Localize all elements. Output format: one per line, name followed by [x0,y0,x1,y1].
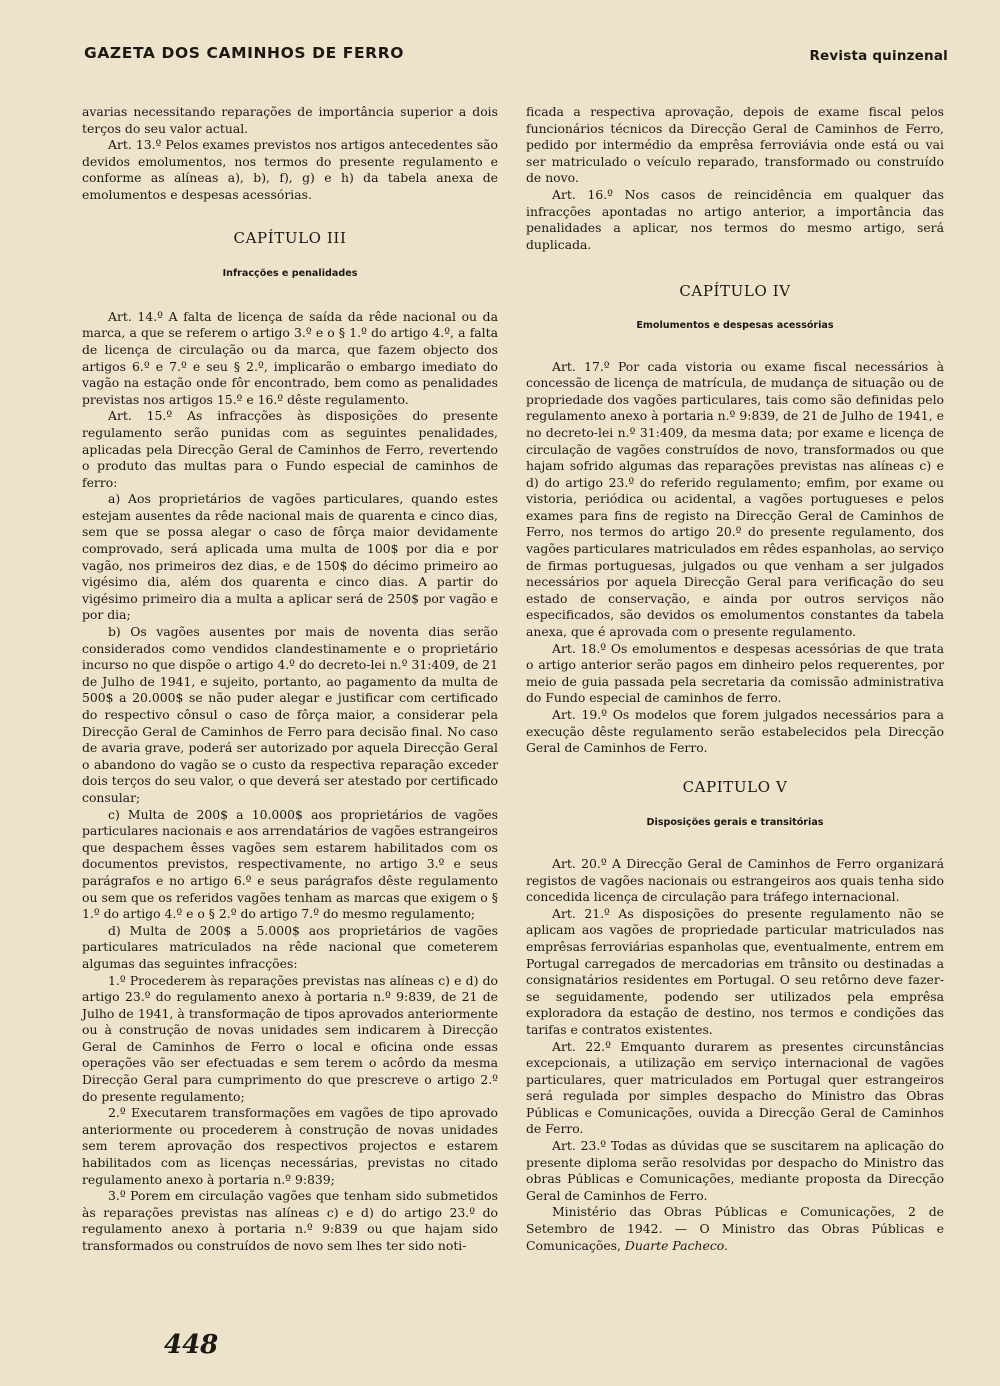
chapter-heading: CAPITULO V [682,777,788,796]
paragraph: d) Multa de 200$ a 5.000$ aos proprietários de vagões particulares matriculados na rêde nacional que cometerem algumas das seguintes infracções: [82,922,498,971]
paragraph: Art. 18.º Os emolumentos e despesas acessórias de que trata o artigo anterior serão pagos em dinheiro pelos requerentes, por meio de guia passada pela secretaria da comissão administrativa do Fundo especial de caminhos de ferro. [526,640,944,706]
paragraph: a) Aos proprietários de vagões particulares, quando estes estejam ausentes da rêde nacional mais de quarenta e cinco dias, sem que se possa alegar o caso de fôrça maior devidamente comprovado, será aplicada uma multa de 100$ por dia e por vagão, nos primeiros dez dias, e de 150$ do décimo primeiro ao vigésimo dia, além dos quarenta e cinco dias. A partir do vigésimo primeiro dia a multa a aplicar será de 250$ por vagão e por dia; [82,491,498,623]
paragraph-closing [526,1204,944,1254]
chapter-subheading: Emolumentos e despesas acessórias [636,319,834,331]
paragraph: Art. 16.º Nos casos de reincidência em qualquer das infracções apontadas no artigo anterior, a importância das penalidades a aplicar, nos termos do mesmo artigo, será duplicada. [526,186,944,252]
paragraph: Art. 21.º As disposições do presente regulamento não se aplicam aos vagões de propriedade particular matriculados nas emprêsas ferroviárias espanholas que, eventualmente, entrem em Portugal carregados de mercadorias em trânsito ou destinadas a consignatários residentes em Portugal. O seu retôrno deve fazer-se seguidamente, podendo ser utilizados pela emprêsa exploradora da estação de destino, nos termos e condições das tarifas e contratos existentes. [526,905,944,1037]
left-column [82,104,498,1255]
closing-text: Ministério das Obras Públicas e Comunicações, 2 de Setembro de 1942. — O Ministro das Obras Públicas e Comunicações, [526,1204,944,1253]
chapter-subheading: Infracções e penalidades [222,268,358,280]
signature: Duarte Pacheco. [624,1237,728,1253]
paragraph: Art. 13.º Pelos exames previstos nos artigos antecedentes são devidos emolumentos, nos termos do presente regulamento e conforme as alíneas a), b), f), g) e h) da tabela anexa de emolumentos e despesas acessórias. [82,137,498,202]
paragraph: Art. 22.º Emquanto durarem as presentes circunstâncias excepcionais, a utilização em serviço internacional de vagões particulares, quer matriculados em Portugal quer estrangeiros será regulada por simples despacho do Ministro das Obras Públicas e Comunicações, ouvida a Direcção Geral de Caminhos de Ferro. [526,1038,944,1137]
paragraph: Art. 14.º A falta de licença de saída da rêde nacional ou da marca, a que se referem o artigo 3.º e o § 1.º do artigo 4.º, a falta de licença de circulação ou da marca, que fazem objecto dos artigos 6.º e 7.º e seu § 2.º, implicarão o embargo imediato do vagão na estação onde fôr encontrado, bem como as penalidades previstas nos artigos 15.º e 16.º dêste regulamento. [82,308,498,407]
journal-subtitle: Revista quinzenal [809,48,948,64]
paragraph: Art. 19.º Os modelos que forem julgados necessários para a execução dêste regulamento serão estabelecidos pela Direcção Geral de Caminhos de Ferro. [526,707,944,756]
paragraph: Art. 17.º Por cada vistoria ou exame fiscal necessários à concessão de licença de matrícula, de mudança de situação ou de propriedade dos vagões particulares, tais como são definidas pelo regulamento anexo à portaria n.º 9:839, de 21 de Julho de 1941, e no decreto-lei n.º 31:409, da mesma data; por exame e licença de circulação de vagões construídos de novo, transformados ou que hajam sofrido algumas das reparações previstas nas alíneas c) e d) do artigo 23.º do referido regulamento; emfim, por exame ou vistoria, periódica ou acidental, a vagões portugueses e pelos exames para fins de registo na Direcção Geral de Caminhos de Ferro, nos termos do artigo 20.º do presente regulamento, dos vagões particulares matriculados em rêdes espanholas, ao serviço de firmas portuguesas, julgados ou que venham a ser julgados necessários por aquela Direcção Geral para verificação do seu estado de conservação, e ainda por outros serviços não especificados, são devidos os emolumentos constantes da tabela anexa, que é aprovada com o presente regulamento. [526,358,944,640]
chapter-heading: CAPÍTULO IV [679,282,791,301]
chapter-subheading: Disposições gerais e transitórias [646,817,824,829]
page-number: 448 [164,1330,219,1360]
paragraph: ficada a respectiva aprovação, depois de exame fiscal pelos funcionários técnicos da Direcção Geral de Caminhos de Ferro, pedido por intermédio da emprêsa ferroviávia onde está ou vai ser matriculado o veículo reparado, transformado ou construído de novo. [526,104,944,186]
paragraph: avarias necessitando reparações de importância superior a dois terços do seu valor actual. [82,104,498,136]
chapter-heading: CAPÍTULO III [233,228,347,247]
paragraph: 1.º Procederem às reparações previstas nas alíneas c) e d) do artigo 23.º do regulamento anexo à portaria n.º 9:839, de 21 de Julho de 1941, à transformação de tipos aprovados anteriormente ou à construção de novas unidades sem indicarem à Direcção Geral de Caminhos de Ferro o local e oficina onde essas operações vão ser efectuadas e sem terem o acôrdo da mesma Direcção Geral para cumprimento do que prescreve o artigo 2.º do presente regulamento; [82,972,498,1104]
paragraph: Art. 20.º A Direcção Geral de Caminhos de Ferro organizará registos de vagões nacionais ou estrangeiros aos quais tenha sido concedida licença de circulação para tráfego internacional. [526,855,944,905]
paragraph: c) Multa de 200$ a 10.000$ aos proprietários de vagões particulares nacionais e aos arrendatários de vagões estrangeiros que despachem êsses vagões sem estarem habilitados com os documentos previstos, respectivamente, no artigo 3.º e seus parágrafos e no artigo 6.º e seus parágrafos dêste regulamento ou sem que os referidos vagões tenham as marcas que exigem o § 1.º do artigo 4.º e o § 2.º do artigo 7.º do mesmo regulamento; [82,806,498,922]
paragraph: b) Os vagões ausentes por mais de noventa dias serão considerados como vendidos clandestinamente e o proprietário incurso no que dispõe o artigo 4.º do decreto-lei n.º 31:409, de 21 de Julho de 1941, e sujeito, portanto, ao pagamento da multa de 500$ a 20.000$ se não puder alegar e justificar com certificado do respectivo cônsul o caso de fôrça maior, a considerar pela Direcção Geral de Caminhos de Ferro para decisão final. No caso de avaria grave, poderá ser autorizado por aquela Direcção Geral o abandono do vagão se o custo da respectiva reparação exceder dois terços do seu valor, o que deverá ser atestado por certificado consular; [82,624,498,805]
paragraph: Art. 23.º Todas as dúvidas que se suscitarem na aplicação do presente diploma serão resolvidas por despacho do Ministro das obras Públicas e Comunicações, mediante proposta da Direcção Geral de Caminhos de Ferro. [526,1138,944,1203]
right-column [526,104,944,1254]
paragraph: 3.º Porem em circulação vagões que tenham sido submetidos às reparações previstas nas alíneas c) e d) do artigo 23.º do regulamento anexo à portaria n.º 9:839 ou que hajam sido transformados ou construídos de novo sem lhes ter sido noti- [82,1188,498,1253]
paragraph: 2.º Executarem transformações em vagões de tipo aprovado anteriormente ou procederem à construção de novas unidades sem terem aprovação dos respectivos projectos e estarem habilitados com as licenças necessárias, previstas no citado regulamento anexo à portaria n.º 9:839; [82,1105,498,1187]
journal-title: GAZETA DOS CAMINHOS DE FERRO [84,44,405,62]
paragraph: Art. 15.º As infracções às disposições do presente regulamento serão punidas com as seguintes penalidades, aplicadas pela Direcção Geral de Caminhos de Ferro, revertendo o produto das multas para o Fundo especial de caminhos de ferro: [82,408,498,490]
